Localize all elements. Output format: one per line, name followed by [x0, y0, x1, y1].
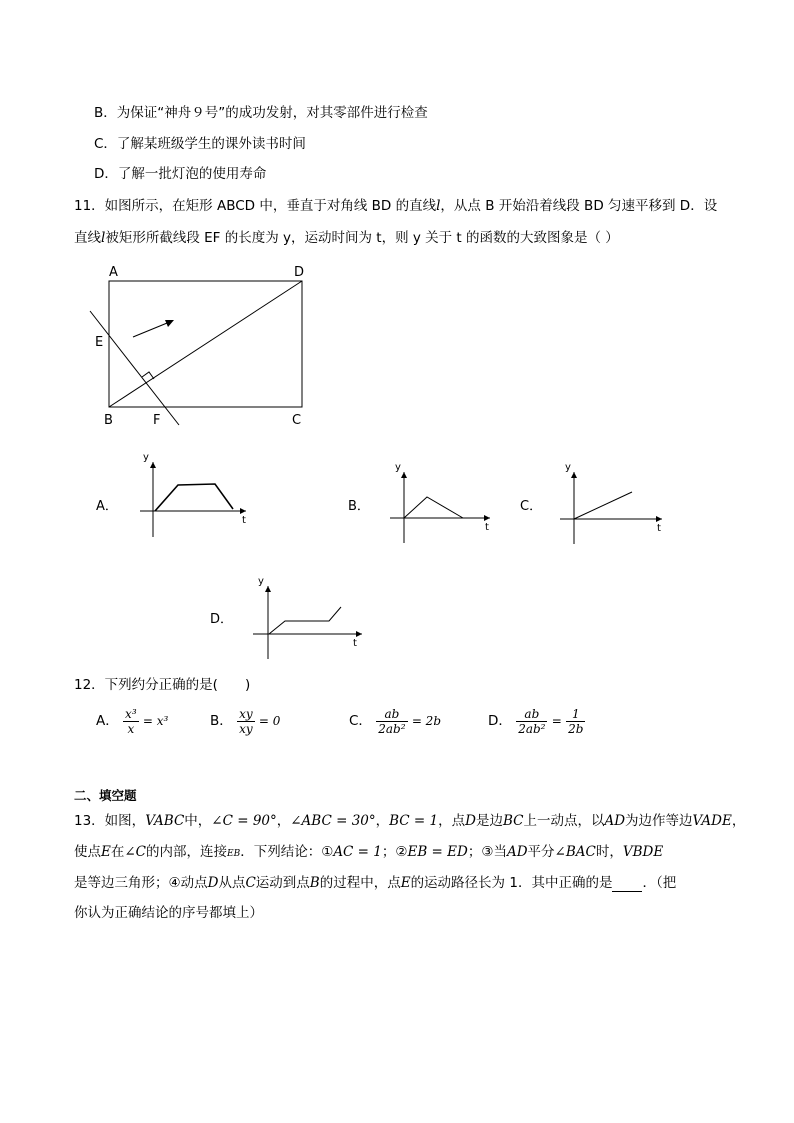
option-a-t-label: t	[242, 515, 246, 526]
option-d-letter: D．	[210, 612, 234, 627]
q13-line4: 你认为正确结论的序号都填上）	[74, 905, 263, 921]
option-c-y-label: y	[565, 462, 571, 473]
q12-d-fraction-right: $\frac{1}{2b}$	[568, 706, 584, 736]
q13-line2: 使点E在∠C的内部，连接EB．下列结论：①AC = 1；②EB = ED；③当AD平分∠BAC时，VBDE	[74, 844, 664, 860]
option-d-t-label: t	[353, 638, 357, 649]
q12-option-b: B． $\frac{xy}{xy}$ = 0	[210, 706, 281, 736]
q13-line3: 是等边三角形；④动点D从点C运动到点B的过程中，点E的运动路径长为 1．其中正确的是 ．（把	[74, 875, 677, 891]
q13-line1: 13．如图，VABC中，∠C = 90°，∠ABC = 30°，BC = 1，点D是边BC上一动点，以AD为边作等边VADE，	[74, 813, 746, 829]
q10-option-b: B．为保证“神舟９号”的成功发射，对其零部件进行检查	[94, 105, 428, 121]
option-c-t-label: t	[657, 523, 661, 534]
answer-blank[interactable]	[612, 877, 642, 892]
q12-d-fraction-left: $\frac{ab}{\text{2ab²}}$	[518, 706, 546, 736]
figure-label-e: E	[95, 335, 104, 350]
q12-a-fraction: $\frac{\text{x³}}{x}$	[125, 706, 137, 736]
option-a-letter: A．	[96, 499, 118, 514]
q12-option-c: C． $\frac{ab}{\text{2ab²}}$ = 2b	[349, 706, 441, 736]
q10-option-d: D．了解一批灯泡的使用寿命	[94, 166, 267, 182]
q11-stem-line2: 直线l被矩形所截线段 EF 的长度为 y，运动时间为 t，则 y 关于 t 的函数的大致图象是（ ）	[74, 230, 619, 246]
option-b-y-label: y	[395, 462, 401, 473]
option-b-letter: B．	[348, 499, 370, 514]
q12-option-a: A． $\frac{\text{x³}}{x}$ = x³	[96, 706, 169, 736]
option-c-letter: C．	[520, 499, 543, 514]
q11-stem-line1: 11．如图所示，在矩形 ABCD 中，垂直于对角线 BD 的直线l，从点 B 开始沿着线段 BD 匀速平移到 D．设	[74, 198, 718, 214]
q12-stem: 12．下列约分正确的是( )	[74, 677, 251, 693]
figure-label-b: B	[104, 413, 113, 428]
figure-label-d: D	[294, 265, 305, 280]
section-title-fill-in: 二、填空题	[74, 788, 137, 803]
q12-option-d: D． $\frac{ab}{\text{2ab²}}$ = $\frac{1}{2b}$	[488, 706, 584, 736]
figure-label-f: F	[153, 413, 161, 428]
figure-label-a: A	[109, 265, 118, 280]
q12-b-fraction: $\frac{xy}{xy}$	[239, 706, 253, 736]
q12-c-fraction: $\frac{ab}{\text{2ab²}}$	[378, 706, 406, 736]
option-d-y-label: y	[258, 576, 264, 587]
option-a-y-label: y	[143, 452, 149, 463]
q10-option-c: C．了解某班级学生的课外读书时间	[94, 136, 306, 152]
figure-label-c: C	[292, 413, 302, 428]
option-b-t-label: t	[485, 522, 489, 533]
